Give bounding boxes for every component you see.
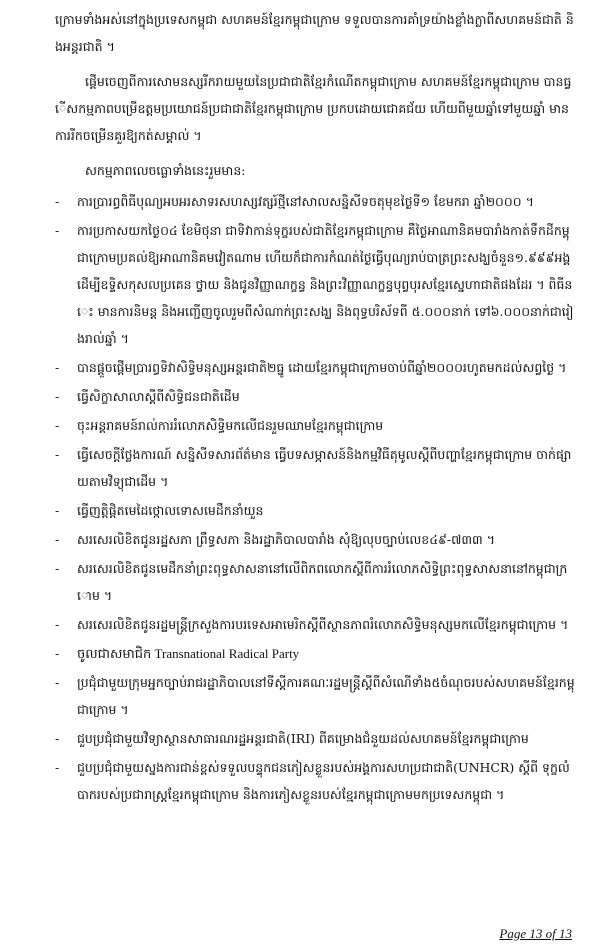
bullet-dash: - <box>55 617 60 632</box>
list-item: - សរសេរលិខិតជូនរដ្ឋសភា ព្រឹទ្ធសភា និងរដ្ឋាភិបាលបារាំង សុំឱ្យលុបច្បាប់លេខ៤៩-៧៣៣ ។ <box>55 526 575 553</box>
list-item: - ការប្រារព្ធពិធីបុណ្យអបអរសាទរសហស្សវត្សរ៍ថ្មីនៅសាលសន្និសីទចតុមុខថ្ងៃទី១ ខែមករា ឆ្នាំ២០០០ ។ <box>55 188 575 215</box>
document-body <box>55 6 575 810</box>
bullet-dash: - <box>55 223 60 238</box>
activities-list <box>55 188 575 808</box>
list-item: - ធ្វើសេចក្តីថ្លែងការណ៍ សន្និសីទសារព័ត៌មាន ធ្វើបទសម្ភាសន៍និងកម្មវិធីតុមូលស្តីពីបញ្ហាខ្មែរកម្ពុជាក្រោម ចាក់ផ្សាយតាមវិទ្យុជាដើម ។ <box>55 441 575 495</box>
bullet-dash: - <box>55 418 60 433</box>
bullet-dash: - <box>55 447 60 462</box>
bullet-dash: - <box>55 360 60 375</box>
list-item: - ធ្វើញត្តិផ្តិតមេដៃថ្កោលទោសមេដឹកនាំយួន <box>55 497 575 524</box>
bullet-dash: - <box>55 675 60 690</box>
list-item: - ជួបប្រជុំជាមួយវិទ្យាស្ថានសាធារណរដ្ឋអន្តរជាតិ(IRI) ពីគម្រោងជំនួយដល់សហគមន៍ខ្មែរកម្ពុជាក្រោម <box>55 725 575 752</box>
list-item: - ការប្រកាសយកថ្ងៃ០៤ ខែមិថុនា ជាទិវាកាន់ទុក្ខរបស់ជាតិខ្មែរកម្ពុជាក្រោម គឺថ្ងៃអាណានិគមបារាំងកាត់ទឹកដីកម្ពុជាក្រោមប្រគល់ឱ្យអាណានិគមវៀតណាម ហើយក៏ជាការកំណត់ថ្ងៃធ្វើបុណ្យរាប់បាត្រព្រះសង្ឃចំនួន១.៩៩៩អង្គ ដើម្បីឧទ្ទិសកុសលប្រគេន ថ្វាយ និងជូនវិញ្ញាណក្ខន្ធ និងព្រះវិញ្ញាណក្ខន្ធបុព្វបុរសខ្មែរស្នេហាជាតិផងដែរ ។ ពិធីនេះ មានការនិមន្ត និងអញ្ជើញចូលរួមពីសំណាក់ព្រះសង្ឃ និងពុទ្ធបរិស័ទពី ៥.០០០នាក់ ទៅ៦.០០០នាក់ជារៀងរាល់ឆ្នាំ ។ <box>55 217 575 352</box>
list-item: - ធ្វើសិក្ខាសាលាស្តីពីសិទ្ធិជនជាតិដើម <box>55 383 575 410</box>
bullet-dash: - <box>55 532 60 547</box>
list-item: - បានផ្តួចផ្តើមប្រារព្ធទិវាសិទ្ធិមនុស្សអន្តរជាតិ២ធ្នូ ដោយខ្មែរកម្ពុជាក្រោមចាប់ពីឆ្នាំ២០០០រហូតមកដល់សព្វថ្ងៃ ។ <box>55 354 575 381</box>
page-number-footer: Page 13 of 13 <box>499 926 572 941</box>
list-item: - ជួបប្រជុំជាមួយស្នងការជាន់ខ្ពស់ទទួលបន្ទុកជនភៀសខ្លួនរបស់អង្គការសហប្រជាជាតិ(UNHCR) ស្តីពី ទុក្ខលំបាករបស់ប្រជារាស្ត្រខ្មែរកម្ពុជាក្រោម និងការភៀសខ្លួនរបស់ខ្មែរកម្ពុជាក្រោមមកប្រទេសកម្ពុជា ។ <box>55 754 575 808</box>
bullet-dash: - <box>55 731 60 746</box>
list-item: - ចុះអន្តរាគមន៍រាល់ការរំលោភសិទ្ធិមកលើជនរួមឈាមខ្មែរកម្ពុជាក្រោម <box>55 412 575 439</box>
bullet-dash: - <box>55 760 60 775</box>
bullet-dash: - <box>55 646 60 661</box>
list-item: - ប្រជុំជាមួយក្រុមអ្នកច្បាប់រាជរដ្ឋាភិបាលនៅទីស្តីការគណៈរដ្ឋមន្ត្រីស្តីពីសំណើទាំង៥ចំណុចរបស់សហគមន៍ខ្មែរកម្ពុជាក្រោម ។ <box>55 669 575 723</box>
list-item: - សរសេរលិខិតជូនមេដឹកនាំព្រះពុទ្ធសាសនានៅលើពិភពលោកស្តីពីការរំលោភសិទ្ធិព្រះពុទ្ធសាសនានៅកម្ពុជាក្រោម ។ <box>55 555 575 609</box>
bullet-dash: - <box>55 389 60 404</box>
paragraph-achievements: ផ្តើមចេញពីការសោមនស្សរីករាយមួយនៃប្រជាជាតិខ្មែរកំណើតកម្ពុជាក្រោម សហគមន៍ខ្មែរកម្ពុជាក្រោម បានធ្វើសកម្មភាពបម្រើឧត្តមប្រយោជន៍ប្រជាជាតិខ្មែរកម្ពុជាក្រោម ប្រកបដោយជោគជ័យ ហើយពីមួយឆ្នាំទៅមួយឆ្នាំ មានការរីកចម្រើនគួរឱ្យកត់សម្គាល់ ។ <box>55 74 572 143</box>
list-item: - ចូលជាសមាជិក Transnational Radical Party <box>55 640 575 667</box>
bullet-dash: - <box>55 194 60 209</box>
paragraph-intro-continued: ក្រោមទាំងអស់នៅក្នុងប្រទេសកម្ពុជា សហគមន៍ខ្មែរកម្ពុជាក្រោម ទទួលបានការគាំទ្រយ៉ាងខ្លាំងក្លាពីសហគមន៍ជាតិ និងអន្តរជាតិ ។ <box>55 12 574 54</box>
list-item: - សរសេរលិខិតជូនរដ្ឋមន្ត្រីក្រសួងការបរទេសអាមេរិកស្តីពីស្ថានភាពរំលោភសិទ្ធិមនុស្សមកលើខ្មែរកម្ពុជាក្រោម ។ <box>55 611 575 638</box>
bullet-dash: - <box>55 503 60 518</box>
paragraph-activities-heading: សកម្មភាពលេចធ្លោទាំងនេះរួមមាន: <box>85 163 246 178</box>
bullet-dash: - <box>55 561 60 576</box>
